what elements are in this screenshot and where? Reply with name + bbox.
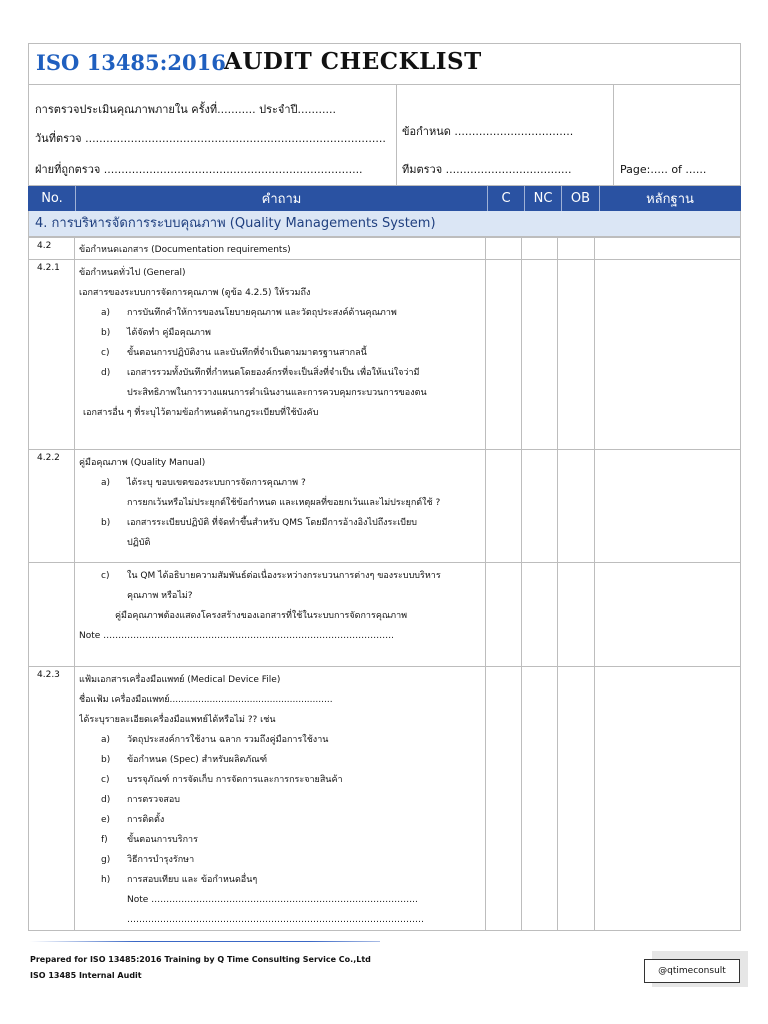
check-nc-cell[interactable] [522,563,558,667]
audit-info-middle [396,85,614,185]
checklist-table [28,237,741,931]
row-number: 4.2.2 [29,450,75,563]
check-ob-cell[interactable] [558,667,595,931]
header-ob: OB [562,186,600,211]
page-counter: Page:..... of ...... [620,163,707,176]
table-row [29,563,741,667]
check-nc-cell[interactable] [522,238,558,260]
check-ob-cell[interactable] [558,450,595,563]
check-nc-cell[interactable] [522,667,558,931]
footer-prepared: Prepared for ISO 13485:2016 Training by Q Time Consulting Service Co.,Ltd [30,955,371,964]
note-field[interactable]: Note …………………………………………………………………………….. [127,895,418,905]
row-question: ข้อกำหนดทั่วไป (General) เอกสารของระบบการจัดการคุณภาพ (ดูข้อ 4.2.5) ให้รวมถึง a) การบันทึกคำให้การของนโยบายคุณภาพ และวัตถุประสงค์ด้านคุณภาพ b) ได้จัดทำ คู่มือคุณภาพ c) ขั้นตอนการปฏิบัติงาน และบันทึกที่จำเป็นตามมาตรฐานสากลนี้ d) เอกสารรวมทั้งบันทึกที่กำหนดโดยองค์กรที่จะเป็นสิ่งที่จำเป็น เพื่อให้แน่ใจว่ามี ประสิทธิภาพในการวางแผนการดำเนินงานและการควบคุมกระบวนการของตน เอกสารอื่น ๆ ที่ระบุไว้ตามข้อกำหนดด้านกฎระเบียบที่ใช้บังคับ [75,260,486,450]
check-c-cell[interactable] [486,260,522,450]
evidence-cell[interactable] [595,563,741,667]
footer-divider [30,941,380,942]
check-c-cell[interactable] [486,238,522,260]
header-no: No. [29,186,76,211]
header-nc: NC [525,186,562,211]
evidence-cell[interactable] [595,667,741,931]
header-question: คำถาม [76,186,488,211]
check-ob-cell[interactable] [558,238,595,260]
audited-department-field[interactable]: ฝ่ายที่ถูกตรวจ .......................................................................... [35,163,363,176]
check-nc-cell[interactable] [522,260,558,450]
evidence-cell[interactable] [595,260,741,450]
checklist-page [28,43,741,931]
audit-info-block [28,85,741,186]
file-name-field[interactable]: ชื่อแฟ้ม เครื่องมือแพทย์......................................................... [79,695,333,705]
header-c: C [488,186,525,211]
row-number: 4.2.3 [29,667,75,931]
check-ob-cell[interactable] [558,563,595,667]
social-tag: @qtimeconsult [644,959,740,983]
row-number: 4.2 [29,238,75,260]
footer-subtitle: ISO 13485 Internal Audit [30,971,142,980]
table-row [29,450,741,563]
check-nc-cell[interactable] [522,450,558,563]
table-row [29,238,741,260]
check-c-cell[interactable] [486,563,522,667]
row-number: 4.2.1 [29,260,75,450]
checklist-title: AUDIT CHECKLIST [224,48,482,75]
evidence-cell[interactable] [595,450,741,563]
check-c-cell[interactable] [486,667,522,931]
note-continuation[interactable]: ……………………………………………………………………………………… [127,915,424,925]
evidence-cell[interactable] [595,238,741,260]
standard-title: ISO 13485:2016 [36,50,226,75]
table-header [28,186,741,211]
title-bar [28,43,741,85]
audit-date-field[interactable]: วันที่ตรวจ ...................................................................................... [35,132,386,145]
check-c-cell[interactable] [486,450,522,563]
table-row [29,667,741,931]
table-row [29,260,741,450]
check-ob-cell[interactable] [558,260,595,450]
row-question: แฟ้มเอกสารเครื่องมือแพทย์ (Medical Device File) ชื่อแฟ้ม เครื่องมือแพทย์......................................................... ได้ระบุรายละเอียดเครื่องมือแพทย์ได้หรือไม่ ?? เช่น a) วัตถุประสงค์การใช้งาน ฉลาก รวมถึงคู่มือการใช้งาน b) ข้อกำหนด (Spec) สำหรับผลิตภัณฑ์ c) บรรจุภัณฑ์ การจัดเก็บ การจัดการและการกระจายสินค้า d) การตรวจสอบ e) การติดตั้ง f) ขั้นตอนการบริการ g) วิธีการบำรุงรักษา h) การสอบเทียบ และ ข้อกำหนดอื่นๆ Note …………………………………………………………………………….. ……………………………………………………………………………………… [75,667,486,931]
note-field[interactable]: Note ……………………………………………………………………………………. [79,631,395,641]
row-question: c) ใน QM ได้อธิบายความสัมพันธ์ต่อเนื่องระหว่างกระบวนการต่างๆ ของระบบบริหาร คุณภาพ หรือไม่? คู่มือคุณภาพต้องแสดงโครงสร้างของเอกสารที่ใช้ในระบบการจัดการคุณภาพ Note ……………………………………………………………………………………. [75,563,486,667]
section-title: 4. การบริหารจัดการระบบคุณภาพ (Quality Managements System) [28,211,741,237]
row-number [29,563,75,667]
row-question: คู่มือคุณภาพ (Quality Manual) a) ได้ระบุ ขอบเขตของระบบการจัดการคุณภาพ ? การยกเว้นหรือไม่ประยุกต์ใช้ข้อกำหนด และเหตุผลที่ขอยกเว้นและไม่ประยุกต์ใช้ ? b) เอกสารระเบียบปฏิบัติ ที่จัดทำขึ้นสำหรับ QMS โดยมีการอ้างอิงไปถึงระเบียบ ปฏิบัติ [75,450,486,563]
audit-round-field[interactable]: การตรวจประเมินคุณภาพภายใน ครั้งที่........... ประจำปี........... [35,103,336,116]
audit-info-left [29,85,397,185]
audit-team-field[interactable]: ทีมตรวจ .................................... [402,163,572,176]
row-question: ข้อกำหนดเอกสาร (Documentation requirements) [75,238,486,260]
header-evidence: หลักฐาน [646,192,694,207]
audit-info-right [614,85,742,185]
requirement-field[interactable]: ข้อกำหนด .................................. [402,125,574,138]
